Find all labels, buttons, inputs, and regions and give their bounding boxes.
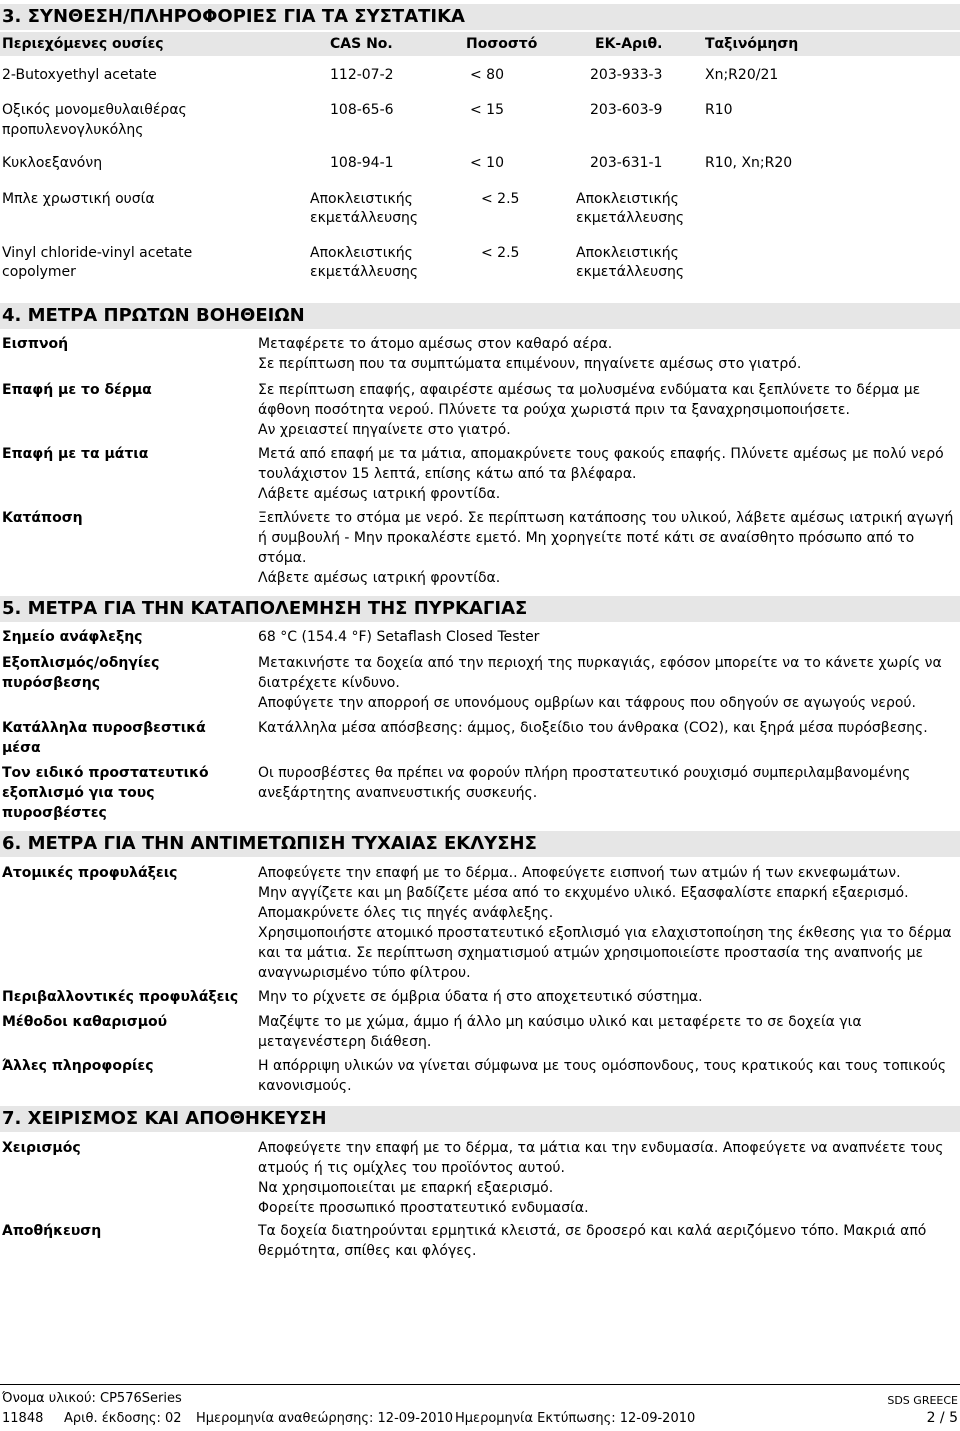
item-text-line: στόμα. — [258, 550, 307, 566]
footer-code: 11848 — [2, 1411, 44, 1426]
item-label: πυροσβέστες — [2, 805, 107, 821]
classification: Xn;R20/21 — [705, 67, 779, 83]
ec-number: 203-603-9 — [590, 102, 663, 118]
item-text-line: Η απόρριψη υλικών να γίνεται σύμφωνα με τους ομόσπονδους, τους κρατικούς και τους τοπικούς — [258, 1058, 947, 1074]
cas-number: 108-94-1 — [330, 155, 394, 171]
item-text-line: Μην το ρίχνετε σε όμβρια ύδατα ή στο αποχετευτικό σύστημα. — [258, 989, 703, 1005]
item-text-line: Τα δοχεία διατηρούνται ερμητικά κλειστά, σε δροσερό και καλά αεριζόμενο τόπο. Μακριά από — [258, 1223, 927, 1239]
item-label: Άλλες πληροφορίες — [2, 1058, 154, 1074]
item-label: Κατάλληλα πυροσβεστικά — [2, 720, 206, 736]
item-text-line: Ξεπλύνετε το στόμα με νερό. Σε περίπτωση κατάποσης του υλικού, λάβετε αμέσως ιατρική αγωγή — [258, 510, 954, 526]
ec-number-line2: εκμετάλλευσης — [576, 264, 685, 280]
footer-page-number: 2 / 5 — [926, 1410, 958, 1426]
substance-name: Οξικός μονομεθυλαιθέρας — [2, 102, 187, 118]
item-text-line: ανεξάρτητης αναπνευστικής συσκευής. — [258, 785, 538, 801]
percentage: < 80 — [470, 67, 504, 83]
item-text-line: Μετά από επαφή με τα μάτια, απομακρύνετε τους φακούς επαφής. Πλύνετε αμέσως με πολύ νερό — [258, 446, 944, 462]
classification: R10 — [705, 102, 733, 118]
item-label: Αποθήκευση — [2, 1223, 102, 1239]
table-header-row — [0, 32, 960, 56]
cas-number: 108-65-6 — [330, 102, 394, 118]
item-text-line: Μαζέψτε το με χώμα, άμμο ή άλλο μη καύσιμο υλικό και μεταφέρετε το σε δοχεία για — [258, 1014, 862, 1030]
section-6-title: 6. ΜΕΤΡΑ ΓΙΑ ΤΗΝ ΑΝΤΙΜΕΤΩΠΙΣΗ ΤΥΧΑΙΑΣ ΕΚΛΥΣΗΣ — [0, 831, 960, 857]
header-percent: Ποσοστό — [466, 36, 538, 52]
section-3-title: 3. ΣΥΝΘΕΣΗ/ΠΛΗΡΟΦΟΡΙΕΣ ΓΙΑ ΤΑ ΣΥΣΤΑΤΙΚΑ — [0, 4, 960, 30]
item-text-line: Αποφεύγετε την επαφή με το δέρμα.. Αποφεύγετε εισπνοή των ατμών ή των εκνεφωμάτων. — [258, 865, 901, 881]
footer-sds-label: SDS GREECE — [887, 1394, 958, 1407]
item-text-line: και τα μάτια. Σε περίπτωση σχηματισμού ατμών χρησιμοποιείστε προστασία της αναπνοής με — [258, 945, 924, 961]
substance-name-line2: copolymer — [2, 264, 76, 280]
item-label: Εξοπλισμός/οδηγίες — [2, 655, 160, 671]
item-text-line: Αν χρειαστεί πηγαίνετε στο γιατρό. — [258, 422, 511, 438]
substance-name-line2: προπυλενογλυκόλης — [2, 122, 144, 138]
substance-name: 2-Butoxyethyl acetate — [2, 67, 157, 83]
substance-name: Κυκλοεξανόνη — [2, 155, 103, 171]
item-label: Κατάποση — [2, 510, 83, 526]
ec-number: 203-631-1 — [590, 155, 663, 171]
item-label: Χειρισμός — [2, 1140, 81, 1156]
item-text-line: αναγνωρισμένο τύπο φίλτρου. — [258, 965, 471, 981]
item-label: Επαφή με τα μάτια — [2, 446, 149, 462]
cas-number: Αποκλειστικής — [310, 191, 413, 207]
footer-print-date: Ημερομηνία Εκτύπωσης: 12-09-2010 — [455, 1411, 696, 1426]
footer-edition: Αριθ. έκδοσης: 02 — [64, 1411, 182, 1426]
item-text-line: Απομακρύνετε όλες τις πηγές ανάφλεξης. — [258, 905, 554, 921]
item-text-line: 68 °C (154.4 °F) Setaflash Closed Tester — [258, 629, 540, 645]
ec-number: Αποκλειστικής — [576, 191, 679, 207]
header-substances: Περιεχόμενες ουσίες — [2, 36, 164, 52]
item-label: Τον ειδικό προστατευτικό — [2, 765, 209, 781]
item-text-line: Οι πυροσβέστες θα πρέπει να φορούν πλήρη προστατευτικό ρουχισμό συμπεριλαμβανομένης — [258, 765, 911, 781]
percentage: < 10 — [470, 155, 504, 171]
footer-divider — [0, 1384, 960, 1385]
percentage: < 15 — [470, 102, 504, 118]
item-text-line: Μην αγγίζετε και μη βαδίζετε μέσα από το εκχυμένο υλικό. Εξασφαλίστε επαρκή εξαερισμό. — [258, 885, 909, 901]
section-4-title: 4. ΜΕΤΡΑ ΠΡΩΤΩΝ ΒΟΗΘΕΙΩΝ — [0, 303, 960, 329]
item-label: Περιβαλλοντικές προφυλάξεις — [2, 989, 239, 1005]
classification: R10, Xn;R20 — [705, 155, 793, 171]
item-label: Εισπνοή — [2, 336, 69, 352]
cas-number-line2: εκμετάλλευσης — [310, 264, 419, 280]
item-text-line: άφθονη ποσότητα νερού. Πλύνετε τα ρούχα χωριστά πριν τα ξαναχρησιμοποιήσετε. — [258, 402, 850, 418]
item-text-line: Σε περίπτωση επαφής, αφαιρέστε αμέσως τα μολυσμένα ενδύματα και ξεπλύνετε το δέρμα με — [258, 382, 921, 398]
item-text-line: Χρησιμοποιήστε ατομικό προστατευτικό εξοπλισμό για ελαχιστοποίηση της έκθεσης για το δέρμα — [258, 925, 952, 941]
item-text-line: Λάβετε αμέσως ιατρική φροντίδα. — [258, 486, 501, 502]
item-text-line: τουλάχιστον 15 λεπτά, επίσης κάτω από τα βλέφαρα. — [258, 466, 637, 482]
item-text-line: Μεταφέρετε το άτομο αμέσως στον καθαρό αέρα. — [258, 336, 613, 352]
item-label: πυρόσβεσης — [2, 675, 101, 691]
item-label: Επαφή με το δέρμα — [2, 382, 152, 398]
item-text-line: Σε περίπτωση που τα συμπτώματα επιμένουν, πηγαίνετε αμέσως στο γιατρό. — [258, 356, 802, 372]
substance-name: Vinyl chloride-vinyl acetate — [2, 245, 193, 261]
item-text-line: Κατάλληλα μέσα απόσβεσης: άμμος, διοξείδιο του άνθρακα (CO2), και ξηρά μέσα πυρόσβεσης. — [258, 720, 928, 736]
item-text-line: Φορείτε προσωπικό προστατευτικό ενδυμασία. — [258, 1200, 589, 1216]
footer-revision-date: Ημερομηνία αναθεώρησης: 12-09-2010 — [196, 1411, 454, 1426]
item-text-line: Αποφεύγετε την επαφή με το δέρμα, τα μάτια και την ενδυμασία. Αποφεύγετε να αναπνέετε τους — [258, 1140, 944, 1156]
cas-number-line2: εκμετάλλευσης — [310, 210, 419, 226]
item-text-line: Αποφύγετε την απορροή σε υπονόμους ομβρίων και τάφρους που οδηγούν σε αγωγούς νερού. — [258, 695, 916, 711]
item-text-line: ή συμβουλή - Μην προκαλέστε εμετό. Μη χορηγείτε ποτέ κάτι σε αναίσθητο πρόσωπο από το — [258, 530, 915, 546]
item-label: μέσα — [2, 740, 41, 756]
header-ec: ΕΚ-Αριθ. — [595, 36, 663, 52]
section-5-title: 5. ΜΕΤΡΑ ΓΙΑ ΤΗΝ ΚΑΤΑΠΟΛΕΜΗΣΗ ΤΗΣ ΠΥΡΚΑΓΙΑΣ — [0, 596, 960, 622]
item-label: Ατομικές προφυλάξεις — [2, 865, 178, 881]
percentage: < 2.5 — [481, 245, 520, 261]
section-7-title: 7. ΧΕΙΡΙΣΜΟΣ ΚΑΙ ΑΠΟΘΗΚΕΥΣΗ — [0, 1106, 960, 1132]
cas-number: 112-07-2 — [330, 67, 394, 83]
footer-product-name: Όνομα υλικού: CP576Series — [2, 1391, 182, 1406]
item-label: Σημείο ανάφλεξης — [2, 629, 143, 645]
ec-number-line2: εκμετάλλευσης — [576, 210, 685, 226]
item-text-line: διατρέχετε κίνδυνο. — [258, 675, 400, 691]
ec-number: Αποκλειστικής — [576, 245, 679, 261]
substance-name: Μπλε χρωστική ουσία — [2, 191, 155, 207]
header-cas: CAS No. — [330, 36, 393, 52]
percentage: < 2.5 — [481, 191, 520, 207]
item-text-line: Λάβετε αμέσως ιατρική φροντίδα. — [258, 570, 501, 586]
item-text-line: θερμότητα, σπίθες και φλόγες. — [258, 1243, 477, 1259]
ec-number: 203-933-3 — [590, 67, 663, 83]
cas-number: Αποκλειστικής — [310, 245, 413, 261]
item-text-line: Να χρησιμοποιείται με επαρκή εξαερισμό. — [258, 1180, 554, 1196]
item-text-line: ατμούς ή τις ομίχλες του προϊόντος αυτού. — [258, 1160, 565, 1176]
item-label: εξοπλισμό για τους — [2, 785, 155, 801]
item-text-line: κανονισμούς. — [258, 1078, 352, 1094]
item-text-line: μεταγενέστερη διάθεση. — [258, 1034, 432, 1050]
item-text-line: Μετακινήστε τα δοχεία από την περιοχή της πυρκαγιάς, εφόσον μπορείτε να το κάνετε χωρίς να — [258, 655, 942, 671]
item-label: Μέθοδοι καθαρισμού — [2, 1014, 168, 1030]
header-classification: Ταξινόμηση — [705, 36, 799, 52]
